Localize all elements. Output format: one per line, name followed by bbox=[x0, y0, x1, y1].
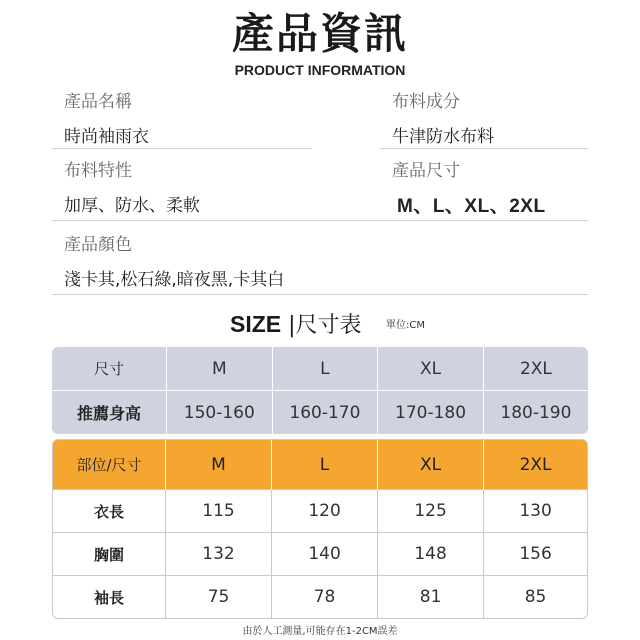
product-name-value: 時尚袖雨衣 bbox=[64, 127, 149, 147]
product-color-value: 淺卡其,松石綠,暗夜黑,卡其白 bbox=[64, 270, 285, 290]
table-cell: M bbox=[166, 440, 272, 490]
size-title-zh: 尺寸表 bbox=[295, 313, 362, 338]
table-row bbox=[53, 533, 587, 576]
fabric-label: 布料成分 bbox=[392, 92, 460, 112]
measurement-note: 由於人工測量,可能存在1-2CM誤差 bbox=[242, 626, 398, 637]
product-color-label: 產品顏色 bbox=[64, 235, 132, 255]
table-cell: XL bbox=[378, 440, 484, 490]
table-cell: L bbox=[272, 440, 378, 490]
table-cell: 75 bbox=[166, 576, 272, 618]
table-cell: 130 bbox=[484, 490, 587, 533]
table-cell: 120 bbox=[272, 490, 378, 533]
fabric-feature-value: 加厚、防水、柔軟 bbox=[64, 196, 200, 216]
table-cell: 140 bbox=[272, 533, 378, 576]
divider bbox=[52, 294, 588, 295]
table-row bbox=[53, 490, 587, 533]
table-cell: 170-180 bbox=[378, 391, 484, 434]
product-size-label: 產品尺寸 bbox=[392, 161, 460, 181]
divider bbox=[52, 148, 312, 149]
table-cell: 2XL bbox=[484, 347, 588, 391]
divider bbox=[380, 148, 588, 149]
table-cell: 160-170 bbox=[273, 391, 379, 434]
table-cell: 115 bbox=[166, 490, 272, 533]
fabric-value: 牛津防水布料 bbox=[392, 127, 494, 147]
table-cell: M bbox=[167, 347, 273, 391]
table-cell: 125 bbox=[378, 490, 484, 533]
table-header-row bbox=[52, 347, 588, 391]
table-cell: 78 bbox=[272, 576, 378, 618]
table-cell: 推薦身高 bbox=[52, 391, 167, 434]
fabric-feature-label: 布料特性 bbox=[64, 161, 132, 181]
measurement-table bbox=[52, 439, 588, 619]
table-cell: 150-160 bbox=[167, 391, 273, 434]
table-cell: 132 bbox=[166, 533, 272, 576]
table-header-row bbox=[53, 440, 587, 490]
table-cell: 2XL bbox=[484, 440, 587, 490]
unit-label: 單位:CM bbox=[386, 320, 425, 331]
table-cell: 81 bbox=[378, 576, 484, 618]
table-cell: 衣長 bbox=[53, 490, 166, 533]
size-title-separator: | bbox=[281, 313, 296, 338]
product-size-value: M、L、XL、2XL bbox=[397, 196, 546, 217]
table-cell: 180-190 bbox=[500, 402, 572, 423]
table-cell: XL bbox=[378, 347, 484, 391]
table-cell: 袖長 bbox=[53, 576, 166, 618]
table-cell: L bbox=[273, 347, 379, 391]
table-cell: 156 bbox=[484, 533, 587, 576]
size-title-en: SIZE bbox=[230, 311, 282, 337]
size-chart-title bbox=[230, 308, 362, 339]
table-row bbox=[53, 576, 587, 618]
product-name-label: 產品名稱 bbox=[64, 92, 132, 112]
page-title: 產品資訊 bbox=[231, 9, 408, 58]
divider bbox=[52, 220, 588, 221]
table-row bbox=[52, 391, 588, 434]
table-cell: 148 bbox=[378, 533, 484, 576]
table-cell: 部位/尺寸 bbox=[53, 440, 166, 490]
table-cell: 85 bbox=[524, 587, 547, 607]
reference-height-table bbox=[52, 347, 588, 434]
table-cell: 胸圍 bbox=[53, 533, 166, 576]
table-cell: 尺寸 bbox=[52, 347, 167, 391]
page-subtitle: PRODUCT INFORMATION bbox=[234, 62, 406, 78]
